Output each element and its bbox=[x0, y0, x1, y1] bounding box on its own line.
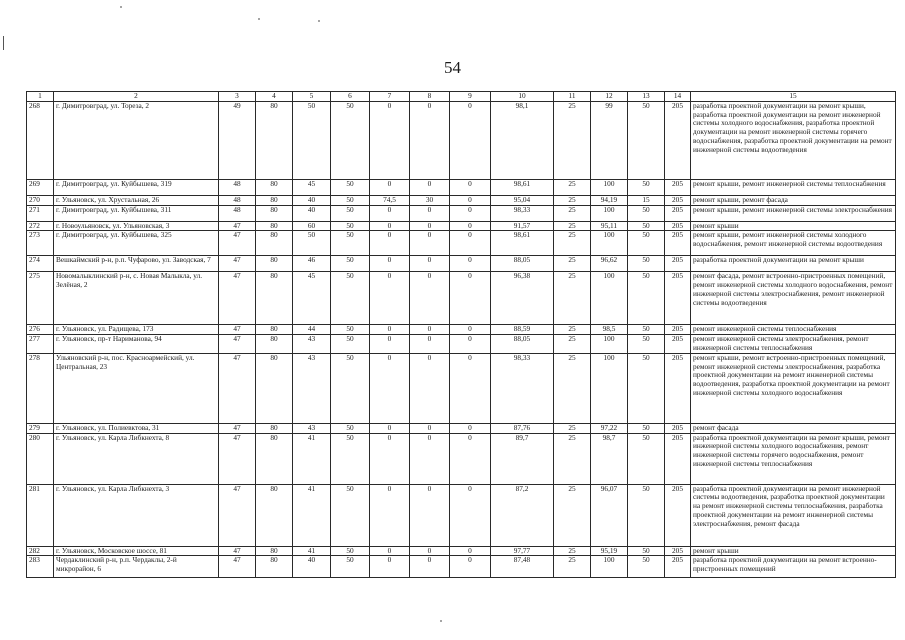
value-cell: 0 bbox=[410, 353, 450, 423]
value-cell: 91,57 bbox=[491, 221, 554, 231]
value-cell: 80 bbox=[256, 325, 293, 335]
value-cell: 0 bbox=[450, 101, 491, 179]
value-cell: 80 bbox=[256, 484, 293, 546]
value-cell: 88,05 bbox=[491, 335, 554, 354]
value-cell: 50 bbox=[628, 205, 665, 221]
value-cell: 50 bbox=[331, 179, 370, 195]
row-number: 281 bbox=[27, 484, 54, 546]
column-header: 14 bbox=[665, 92, 691, 102]
value-cell: 50 bbox=[628, 325, 665, 335]
value-cell: 0 bbox=[370, 423, 410, 433]
column-header: 5 bbox=[293, 92, 331, 102]
table-row bbox=[27, 556, 896, 578]
table-row bbox=[27, 231, 896, 256]
value-cell: 40 bbox=[293, 556, 331, 578]
value-cell: 50 bbox=[331, 484, 370, 546]
value-cell: 47 bbox=[219, 423, 256, 433]
value-cell: 80 bbox=[256, 556, 293, 578]
value-cell: 80 bbox=[256, 256, 293, 272]
column-header: 10 bbox=[491, 92, 554, 102]
value-cell: 80 bbox=[256, 221, 293, 231]
value-cell: 0 bbox=[370, 325, 410, 335]
row-number: 280 bbox=[27, 433, 54, 484]
row-number: 272 bbox=[27, 221, 54, 231]
scan-speck bbox=[440, 620, 442, 622]
value-cell: 47 bbox=[219, 546, 256, 556]
value-cell: 60 bbox=[293, 221, 331, 231]
column-header: 2 bbox=[54, 92, 219, 102]
value-cell: 41 bbox=[293, 546, 331, 556]
row-number: 279 bbox=[27, 423, 54, 433]
value-cell: 87,76 bbox=[491, 423, 554, 433]
value-cell: 0 bbox=[370, 546, 410, 556]
value-cell: 0 bbox=[370, 556, 410, 578]
value-cell: 80 bbox=[256, 101, 293, 179]
value-cell: 0 bbox=[410, 256, 450, 272]
value-cell: 40 bbox=[293, 195, 331, 205]
column-header: 15 bbox=[691, 92, 896, 102]
row-number: 282 bbox=[27, 546, 54, 556]
row-number: 269 bbox=[27, 179, 54, 195]
value-cell: 50 bbox=[293, 101, 331, 179]
row-number: 278 bbox=[27, 353, 54, 423]
works-description-cell: ремонт фасада bbox=[691, 423, 896, 433]
value-cell: 0 bbox=[410, 325, 450, 335]
value-cell: 80 bbox=[256, 353, 293, 423]
value-cell: 100 bbox=[591, 179, 628, 195]
value-cell: 49 bbox=[219, 101, 256, 179]
value-cell: 0 bbox=[370, 335, 410, 354]
value-cell: 0 bbox=[370, 179, 410, 195]
value-cell: 0 bbox=[450, 195, 491, 205]
address-cell: г. Ульяновск, ул. Карла Либкнехта, 3 bbox=[54, 484, 219, 546]
value-cell: 50 bbox=[331, 195, 370, 205]
value-cell: 205 bbox=[665, 205, 691, 221]
value-cell: 47 bbox=[219, 433, 256, 484]
value-cell: 0 bbox=[410, 556, 450, 578]
value-cell: 25 bbox=[554, 272, 591, 325]
works-description-cell: ремонт крыши, ремонт инженерной системы электроснабжения bbox=[691, 205, 896, 221]
data-table bbox=[26, 91, 896, 578]
value-cell: 47 bbox=[219, 272, 256, 325]
value-cell: 0 bbox=[410, 433, 450, 484]
row-number: 277 bbox=[27, 335, 54, 354]
value-cell: 205 bbox=[665, 101, 691, 179]
value-cell: 80 bbox=[256, 205, 293, 221]
value-cell: 50 bbox=[331, 433, 370, 484]
value-cell: 47 bbox=[219, 556, 256, 578]
value-cell: 41 bbox=[293, 484, 331, 546]
value-cell: 80 bbox=[256, 433, 293, 484]
table-row bbox=[27, 353, 896, 423]
value-cell: 0 bbox=[450, 423, 491, 433]
table-row bbox=[27, 423, 896, 433]
address-cell: г. Ульяновск, пр-т Нариманова, 94 bbox=[54, 335, 219, 354]
value-cell: 47 bbox=[219, 325, 256, 335]
value-cell: 0 bbox=[410, 272, 450, 325]
value-cell: 50 bbox=[331, 335, 370, 354]
value-cell: 25 bbox=[554, 221, 591, 231]
value-cell: 50 bbox=[628, 556, 665, 578]
value-cell: 50 bbox=[628, 231, 665, 256]
value-cell: 25 bbox=[554, 335, 591, 354]
address-cell: г. Димитровград, ул. Куйбышева, 325 bbox=[54, 231, 219, 256]
value-cell: 205 bbox=[665, 325, 691, 335]
value-cell: 0 bbox=[370, 433, 410, 484]
address-cell: г. Димитровград, ул. Куйбышева, 319 bbox=[54, 179, 219, 195]
address-cell: г. Ульяновск, Московское шоссе, 81 bbox=[54, 546, 219, 556]
value-cell: 50 bbox=[331, 325, 370, 335]
value-cell: 0 bbox=[370, 353, 410, 423]
value-cell: 97,77 bbox=[491, 546, 554, 556]
address-cell: г. Ульяновск, ул. Полиевктова, 31 bbox=[54, 423, 219, 433]
value-cell: 0 bbox=[370, 101, 410, 179]
value-cell: 40 bbox=[293, 205, 331, 221]
value-cell: 30 bbox=[410, 195, 450, 205]
column-header: 13 bbox=[628, 92, 665, 102]
value-cell: 50 bbox=[331, 221, 370, 231]
address-cell: Чердаклинский р-н, р.п. Чердаклы, 2-й микрорайон, 6 bbox=[54, 556, 219, 578]
value-cell: 47 bbox=[219, 353, 256, 423]
value-cell: 50 bbox=[628, 546, 665, 556]
value-cell: 43 bbox=[293, 335, 331, 354]
value-cell: 50 bbox=[331, 272, 370, 325]
value-cell: 98,5 bbox=[591, 325, 628, 335]
scan-speck bbox=[258, 18, 260, 20]
address-cell: г. Ульяновск, ул. Радищева, 173 bbox=[54, 325, 219, 335]
value-cell: 80 bbox=[256, 335, 293, 354]
column-header: 7 bbox=[370, 92, 410, 102]
value-cell: 25 bbox=[554, 256, 591, 272]
scan-speck bbox=[120, 6, 122, 8]
table-row bbox=[27, 179, 896, 195]
value-cell: 47 bbox=[219, 231, 256, 256]
column-header: 9 bbox=[450, 92, 491, 102]
table-row bbox=[27, 546, 896, 556]
value-cell: 50 bbox=[331, 353, 370, 423]
value-cell: 205 bbox=[665, 221, 691, 231]
value-cell: 205 bbox=[665, 353, 691, 423]
value-cell: 100 bbox=[591, 231, 628, 256]
value-cell: 41 bbox=[293, 433, 331, 484]
works-description-cell: разработка проектной документации на ремонт крыши, ремонт инженерной системы холодного водоснабжения, ремонт инженерной системы горячего водоснабжения, ремонт инженерной системы теплоснабжения bbox=[691, 433, 896, 484]
value-cell: 50 bbox=[331, 205, 370, 221]
works-description-cell: разработка проектной документации на ремонт инженерной системы водоотведения, разработка проектной документации на ремонт инженерной системы теплоснабжения, разработка проектной документации на ремонт инженерной системы электроснабжения, ремонт фасада bbox=[691, 484, 896, 546]
value-cell: 0 bbox=[370, 272, 410, 325]
value-cell: 205 bbox=[665, 484, 691, 546]
column-header: 8 bbox=[410, 92, 450, 102]
value-cell: 0 bbox=[410, 423, 450, 433]
value-cell: 25 bbox=[554, 231, 591, 256]
value-cell: 48 bbox=[219, 205, 256, 221]
value-cell: 43 bbox=[293, 423, 331, 433]
value-cell: 94,19 bbox=[591, 195, 628, 205]
value-cell: 80 bbox=[256, 423, 293, 433]
table-row bbox=[27, 205, 896, 221]
value-cell: 96,38 bbox=[491, 272, 554, 325]
value-cell: 50 bbox=[331, 546, 370, 556]
row-number: 273 bbox=[27, 231, 54, 256]
row-number: 283 bbox=[27, 556, 54, 578]
value-cell: 205 bbox=[665, 556, 691, 578]
value-cell: 99 bbox=[591, 101, 628, 179]
value-cell: 98,61 bbox=[491, 179, 554, 195]
table-body bbox=[27, 101, 896, 578]
value-cell: 205 bbox=[665, 423, 691, 433]
value-cell: 50 bbox=[628, 221, 665, 231]
value-cell: 25 bbox=[554, 484, 591, 546]
value-cell: 50 bbox=[331, 101, 370, 179]
value-cell: 80 bbox=[256, 272, 293, 325]
value-cell: 80 bbox=[256, 231, 293, 256]
row-number: 276 bbox=[27, 325, 54, 335]
table-row bbox=[27, 256, 896, 272]
value-cell: 98,33 bbox=[491, 353, 554, 423]
table-row bbox=[27, 221, 896, 231]
row-number: 268 bbox=[27, 101, 54, 179]
column-header: 6 bbox=[331, 92, 370, 102]
value-cell: 25 bbox=[554, 205, 591, 221]
page-number: 54 bbox=[444, 58, 461, 77]
value-cell: 45 bbox=[293, 179, 331, 195]
value-cell: 50 bbox=[628, 484, 665, 546]
value-cell: 50 bbox=[628, 256, 665, 272]
value-cell: 0 bbox=[450, 221, 491, 231]
works-description-cell: ремонт крыши, ремонт фасада bbox=[691, 195, 896, 205]
table-row bbox=[27, 335, 896, 354]
value-cell: 0 bbox=[410, 484, 450, 546]
value-cell: 50 bbox=[628, 272, 665, 325]
works-description-cell: разработка проектной документации на ремонт крыши bbox=[691, 256, 896, 272]
value-cell: 25 bbox=[554, 179, 591, 195]
value-cell: 205 bbox=[665, 231, 691, 256]
value-cell: 50 bbox=[331, 256, 370, 272]
address-cell: г. Димитровград, ул. Тореза, 2 bbox=[54, 101, 219, 179]
address-cell: Вешкаймский р-н, р.п. Чуфарово, ул. Заводская, 7 bbox=[54, 256, 219, 272]
value-cell: 47 bbox=[219, 221, 256, 231]
value-cell: 95,11 bbox=[591, 221, 628, 231]
table-row bbox=[27, 101, 896, 179]
works-description-cell: ремонт инженерной системы электроснабжения, ремонт инженерной системы теплоснабжения bbox=[691, 335, 896, 354]
value-cell: 205 bbox=[665, 272, 691, 325]
column-header: 11 bbox=[554, 92, 591, 102]
value-cell: 205 bbox=[665, 546, 691, 556]
works-description-cell: ремонт крыши, ремонт инженерной системы холодного водоснабжения, ремонт инженерной системы водоотведения bbox=[691, 231, 896, 256]
value-cell: 25 bbox=[554, 101, 591, 179]
value-cell: 0 bbox=[410, 179, 450, 195]
value-cell: 44 bbox=[293, 325, 331, 335]
value-cell: 97,22 bbox=[591, 423, 628, 433]
address-cell: г. Новоульяновск, ул. Ульяновская, 3 bbox=[54, 221, 219, 231]
value-cell: 205 bbox=[665, 433, 691, 484]
address-cell: г. Димитровград, ул. Куйбышева, 311 bbox=[54, 205, 219, 221]
value-cell: 25 bbox=[554, 423, 591, 433]
value-cell: 47 bbox=[219, 256, 256, 272]
value-cell: 0 bbox=[410, 546, 450, 556]
value-cell: 50 bbox=[628, 101, 665, 179]
value-cell: 50 bbox=[628, 423, 665, 433]
value-cell: 0 bbox=[370, 205, 410, 221]
value-cell: 50 bbox=[331, 556, 370, 578]
column-header: 12 bbox=[591, 92, 628, 102]
value-cell: 25 bbox=[554, 556, 591, 578]
value-cell: 98,1 bbox=[491, 101, 554, 179]
value-cell: 205 bbox=[665, 256, 691, 272]
value-cell: 74,5 bbox=[370, 195, 410, 205]
value-cell: 95,19 bbox=[591, 546, 628, 556]
header-row bbox=[27, 92, 896, 102]
value-cell: 0 bbox=[410, 221, 450, 231]
value-cell: 98,61 bbox=[491, 231, 554, 256]
value-cell: 0 bbox=[410, 231, 450, 256]
value-cell: 50 bbox=[293, 231, 331, 256]
value-cell: 205 bbox=[665, 335, 691, 354]
value-cell: 50 bbox=[628, 433, 665, 484]
value-cell: 43 bbox=[293, 353, 331, 423]
value-cell: 25 bbox=[554, 433, 591, 484]
works-description-cell: разработка проектной документации на ремонт встроенно-пристроенных помещений bbox=[691, 556, 896, 578]
row-number: 271 bbox=[27, 205, 54, 221]
value-cell: 96,62 bbox=[591, 256, 628, 272]
value-cell: 80 bbox=[256, 195, 293, 205]
value-cell: 205 bbox=[665, 195, 691, 205]
works-description-cell: ремонт крыши, ремонт встроенно-пристроенных помещений, ремонт инженерной системы электроснабжения, разработка проектной документации на ремонт инженерной системы водоотведения, разработка проектной документации на ремонт инженерной системы холодного водоснабжения bbox=[691, 353, 896, 423]
value-cell: 0 bbox=[450, 546, 491, 556]
works-description-cell: ремонт крыши bbox=[691, 546, 896, 556]
value-cell: 48 bbox=[219, 195, 256, 205]
value-cell: 0 bbox=[450, 556, 491, 578]
row-number: 275 bbox=[27, 272, 54, 325]
value-cell: 25 bbox=[554, 353, 591, 423]
address-cell: г. Ульяновск, ул. Хрустальная, 26 bbox=[54, 195, 219, 205]
value-cell: 0 bbox=[450, 484, 491, 546]
value-cell: 0 bbox=[410, 101, 450, 179]
value-cell: 0 bbox=[450, 325, 491, 335]
value-cell: 0 bbox=[370, 231, 410, 256]
column-header: 3 bbox=[219, 92, 256, 102]
value-cell: 48 bbox=[219, 179, 256, 195]
value-cell: 88,05 bbox=[491, 256, 554, 272]
value-cell: 0 bbox=[370, 484, 410, 546]
value-cell: 80 bbox=[256, 179, 293, 195]
table-row bbox=[27, 195, 896, 205]
value-cell: 25 bbox=[554, 195, 591, 205]
works-description-cell: разработка проектной документации на ремонт крыши, разработка проектной документации на ремонт инженерной системы холодного водоснабжения, разработка проектной документации на ремонт инженерной системы горячего водоснабжения, разработка проектной документации на ремонт инженерной системы водоотведения bbox=[691, 101, 896, 179]
value-cell: 0 bbox=[450, 433, 491, 484]
value-cell: 47 bbox=[219, 335, 256, 354]
value-cell: 100 bbox=[591, 335, 628, 354]
value-cell: 205 bbox=[665, 179, 691, 195]
value-cell: 0 bbox=[370, 256, 410, 272]
value-cell: 0 bbox=[450, 205, 491, 221]
value-cell: 100 bbox=[591, 272, 628, 325]
address-cell: г. Ульяновск, ул. Карла Либкнехта, 8 bbox=[54, 433, 219, 484]
value-cell: 100 bbox=[591, 353, 628, 423]
scan-speck bbox=[318, 20, 320, 22]
value-cell: 98,7 bbox=[591, 433, 628, 484]
value-cell: 95,04 bbox=[491, 195, 554, 205]
value-cell: 0 bbox=[410, 335, 450, 354]
address-cell: Новомалыклинский р-н, с. Новая Малыкла, ул. Зелёная, 2 bbox=[54, 272, 219, 325]
works-description-cell: ремонт крыши, ремонт инженерной системы теплоснабжения bbox=[691, 179, 896, 195]
value-cell: 50 bbox=[628, 353, 665, 423]
value-cell: 0 bbox=[410, 205, 450, 221]
value-cell: 0 bbox=[450, 179, 491, 195]
value-cell: 98,33 bbox=[491, 205, 554, 221]
value-cell: 96,07 bbox=[591, 484, 628, 546]
value-cell: 47 bbox=[219, 484, 256, 546]
value-cell: 0 bbox=[450, 231, 491, 256]
table-row bbox=[27, 433, 896, 484]
row-number: 274 bbox=[27, 256, 54, 272]
value-cell: 50 bbox=[331, 423, 370, 433]
value-cell: 0 bbox=[450, 256, 491, 272]
value-cell: 25 bbox=[554, 325, 591, 335]
value-cell: 89,7 bbox=[491, 433, 554, 484]
value-cell: 0 bbox=[450, 272, 491, 325]
value-cell: 46 bbox=[293, 256, 331, 272]
value-cell: 50 bbox=[628, 179, 665, 195]
value-cell: 0 bbox=[450, 335, 491, 354]
value-cell: 25 bbox=[554, 546, 591, 556]
value-cell: 87,2 bbox=[491, 484, 554, 546]
value-cell: 88,59 bbox=[491, 325, 554, 335]
margin-mark bbox=[3, 36, 4, 50]
value-cell: 50 bbox=[628, 335, 665, 354]
value-cell: 0 bbox=[450, 353, 491, 423]
value-cell: 100 bbox=[591, 556, 628, 578]
table-row bbox=[27, 325, 896, 335]
address-cell: Ульяновский р-н, пос. Красноармейский, ул. Центральная, 23 bbox=[54, 353, 219, 423]
works-description-cell: ремонт крыши bbox=[691, 221, 896, 231]
value-cell: 87,48 bbox=[491, 556, 554, 578]
column-header: 1 bbox=[27, 92, 54, 102]
works-description-cell: ремонт фасада, ремонт встроенно-пристроенных помещений, ремонт инженерной системы холодного водоснабжения, ремонт инженерной системы электроснабжения, ремонт инженерной системы водоотведения bbox=[691, 272, 896, 325]
value-cell: 50 bbox=[331, 231, 370, 256]
value-cell: 80 bbox=[256, 546, 293, 556]
value-cell: 100 bbox=[591, 205, 628, 221]
value-cell: 0 bbox=[370, 221, 410, 231]
value-cell: 45 bbox=[293, 272, 331, 325]
value-cell: 15 bbox=[628, 195, 665, 205]
table-row bbox=[27, 484, 896, 546]
row-number: 270 bbox=[27, 195, 54, 205]
column-header: 4 bbox=[256, 92, 293, 102]
works-description-cell: ремонт инженерной системы теплоснабжения bbox=[691, 325, 896, 335]
table-row bbox=[27, 272, 896, 325]
